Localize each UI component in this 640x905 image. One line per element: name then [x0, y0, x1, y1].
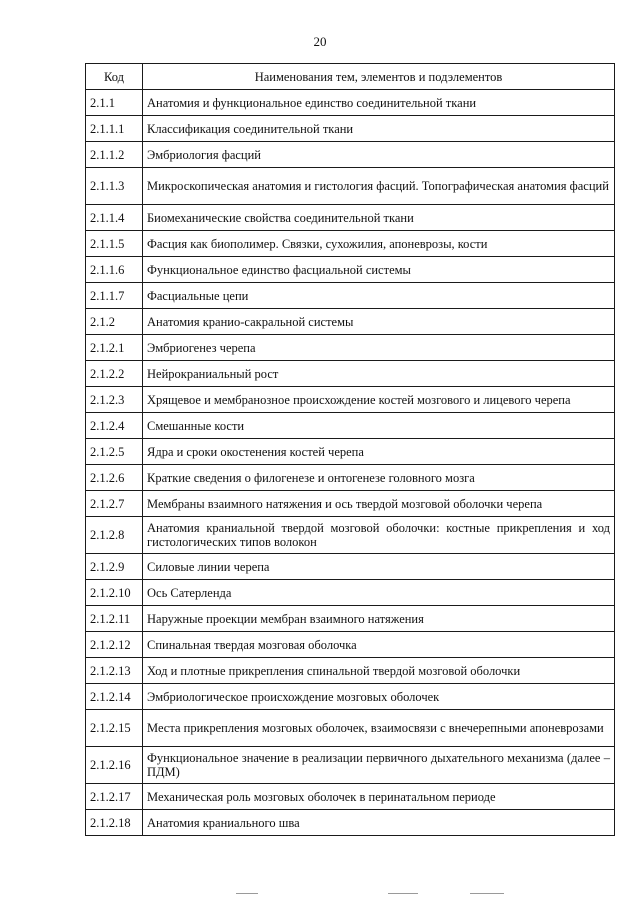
scan-artifact-mark	[470, 893, 504, 894]
row-code: 2.1.2.14	[86, 684, 143, 710]
row-code: 2.1.2.5	[86, 439, 143, 465]
row-name: Ядра и сроки окостенения костей черепа	[143, 439, 615, 465]
row-code: 2.1.2.11	[86, 606, 143, 632]
row-code: 2.1.2.2	[86, 361, 143, 387]
table-header-row	[86, 64, 615, 90]
row-code: 2.1.1.5	[86, 231, 143, 257]
row-name: Анатомия краниальной твердой мозговой оболочки: костные прикрепления и ход гистологических типов волокон	[143, 517, 615, 554]
row-name: Фасция как биополимер. Связки, сухожилия, апоневрозы, кости	[143, 231, 615, 257]
row-name: Смешанные кости	[143, 413, 615, 439]
row-name: Ось Сатерленда	[143, 580, 615, 606]
row-code: 2.1.2.1	[86, 335, 143, 361]
table-row	[86, 205, 615, 231]
header-name: Наименования тем, элементов и подэлементов	[143, 64, 615, 90]
table-row	[86, 606, 615, 632]
row-name: Эмбриогенез черепа	[143, 335, 615, 361]
table-row	[86, 283, 615, 309]
row-name: Классификация соединительной ткани	[143, 116, 615, 142]
table-row	[86, 632, 615, 658]
table-row	[86, 142, 615, 168]
row-name: Анатомия и функциональное единство соединительной ткани	[143, 90, 615, 116]
table-row	[86, 554, 615, 580]
table-row	[86, 168, 615, 205]
row-name: Ход и плотные прикрепления спинальной твердой мозговой оболочки	[143, 658, 615, 684]
row-code: 2.1.1.1	[86, 116, 143, 142]
row-code: 2.1.2	[86, 309, 143, 335]
row-code: 2.1.2.3	[86, 387, 143, 413]
scan-artifact-mark	[236, 893, 258, 894]
row-name: Нейрокраниальный рост	[143, 361, 615, 387]
row-code: 2.1.2.13	[86, 658, 143, 684]
row-name: Биомеханические свойства соединительной ткани	[143, 205, 615, 231]
row-name: Анатомия кранио-сакральной системы	[143, 309, 615, 335]
row-name: Функциональное значение в реализации первичного дыхательного механизма (далее – ПДМ)	[143, 747, 615, 784]
row-code: 2.1.2.6	[86, 465, 143, 491]
row-code: 2.1.1.6	[86, 257, 143, 283]
row-code: 2.1.2.16	[86, 747, 143, 784]
row-code: 2.1.2.8	[86, 517, 143, 554]
table-row	[86, 231, 615, 257]
table-row	[86, 810, 615, 836]
row-code: 2.1.1.7	[86, 283, 143, 309]
table-row	[86, 517, 615, 554]
row-code: 2.1.2.10	[86, 580, 143, 606]
row-name: Фасциальные цепи	[143, 283, 615, 309]
row-code: 2.1.1	[86, 90, 143, 116]
row-name: Спинальная твердая мозговая оболочка	[143, 632, 615, 658]
row-name: Наружные проекции мембран взаимного натяжения	[143, 606, 615, 632]
row-code: 2.1.2.7	[86, 491, 143, 517]
page-number: 20	[313, 34, 327, 49]
row-name: Силовые линии черепа	[143, 554, 615, 580]
header-code: Код	[86, 64, 143, 90]
row-code: 2.1.2.15	[86, 710, 143, 747]
row-code: 2.1.1.2	[86, 142, 143, 168]
row-name: Функциональное единство фасциальной системы	[143, 257, 615, 283]
row-name: Места прикрепления мозговых оболочек, взаимосвязи с внечерепными апоневрозами	[143, 710, 615, 747]
row-name: Механическая роль мозговых оболочек в перинатальном периоде	[143, 784, 615, 810]
table-row	[86, 257, 615, 283]
table-row	[86, 361, 615, 387]
row-name: Эмбриология фасций	[143, 142, 615, 168]
row-code: 2.1.2.12	[86, 632, 143, 658]
table-row	[86, 413, 615, 439]
row-code: 2.1.2.4	[86, 413, 143, 439]
row-code: 2.1.2.17	[86, 784, 143, 810]
table-row	[86, 90, 615, 116]
table-row	[86, 335, 615, 361]
table-row	[86, 684, 615, 710]
scan-artifact-mark	[388, 893, 418, 894]
table-row	[86, 747, 615, 784]
row-name: Анатомия краниального шва	[143, 810, 615, 836]
table-row	[86, 580, 615, 606]
curriculum-table	[85, 63, 615, 836]
table-row	[86, 658, 615, 684]
table-row	[86, 491, 615, 517]
row-code: 2.1.2.18	[86, 810, 143, 836]
row-name: Микроскопическая анатомия и гистология фасций. Топографическая анатомия фасций	[143, 168, 615, 205]
table-row	[86, 465, 615, 491]
row-code: 2.1.1.4	[86, 205, 143, 231]
table-row	[86, 710, 615, 747]
row-name: Мембраны взаимного натяжения и ось твердой мозговой оболочки черепа	[143, 491, 615, 517]
row-code: 2.1.2.9	[86, 554, 143, 580]
row-name: Хрящевое и мембранозное происхождение костей мозгового и лицевого черепа	[143, 387, 615, 413]
row-name: Эмбриологическое происхождение мозговых оболочек	[143, 684, 615, 710]
table-row	[86, 784, 615, 810]
row-name: Краткие сведения о филогенезе и онтогенезе головного мозга	[143, 465, 615, 491]
table-row	[86, 309, 615, 335]
table-row	[86, 387, 615, 413]
row-code: 2.1.1.3	[86, 168, 143, 205]
table-row	[86, 116, 615, 142]
table-row	[86, 439, 615, 465]
